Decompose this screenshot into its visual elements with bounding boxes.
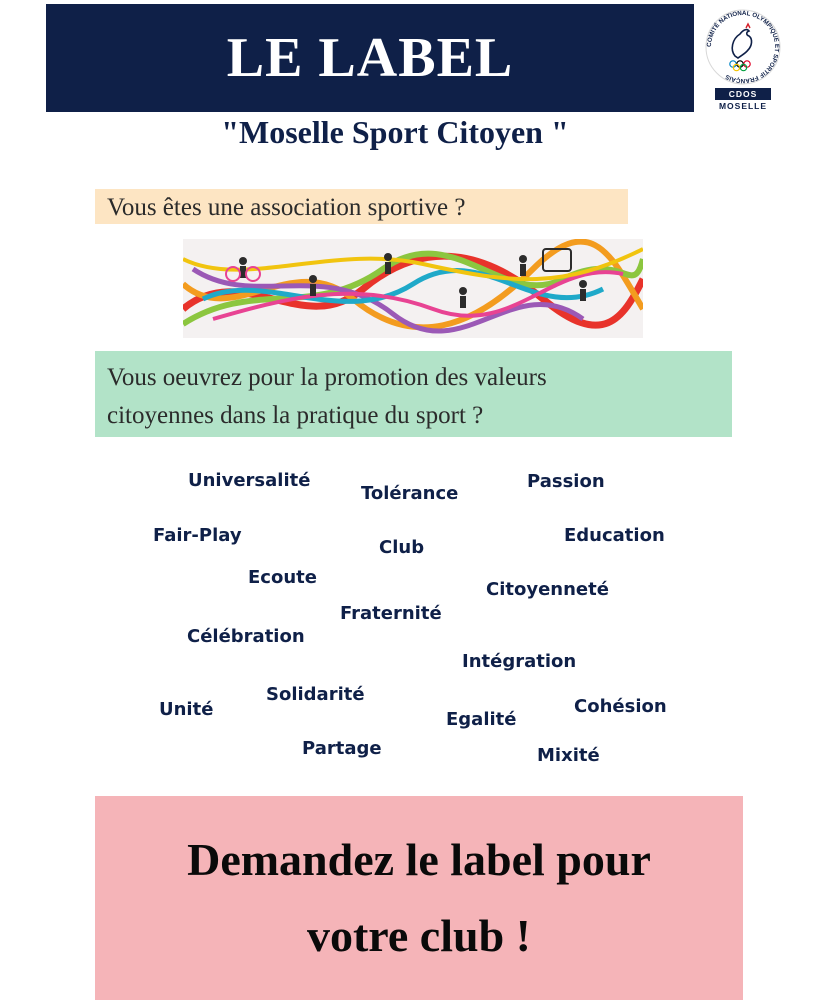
value-word: Egalité xyxy=(446,709,517,730)
logo-cdos-text: CDOS xyxy=(728,89,758,99)
question-citizen-values-line1: Vous oeuvrez pour la promotion des valeurs xyxy=(107,364,547,391)
value-word: Mixité xyxy=(537,745,600,766)
header-title: LE LABEL xyxy=(226,27,514,89)
olympic-rooster-emblem-icon xyxy=(702,6,784,88)
value-word: Ecoute xyxy=(248,567,317,588)
question-citizen-values-line2: citoyennes dans la pratique du sport ? xyxy=(107,402,484,429)
question-association: Vous êtes une association sportive ? xyxy=(95,189,628,224)
value-word: Tolérance xyxy=(361,483,459,504)
cdos-moselle-logo xyxy=(702,6,784,110)
value-word: Fraternité xyxy=(340,603,442,624)
value-word: Solidarité xyxy=(266,684,365,705)
value-word: Fair-Play xyxy=(153,525,242,546)
question-citizen-values xyxy=(95,351,732,437)
value-word: Club xyxy=(379,537,425,558)
value-word: Citoyenneté xyxy=(486,579,609,600)
subtitle: "Moselle Sport Citoyen " xyxy=(221,114,569,150)
logo-ring-text: COMITÉ NATIONAL OLYMPIQUE ET SPORTIF FRANÇAIS xyxy=(705,9,781,85)
value-word: Célébration xyxy=(187,626,305,647)
call-to-action-box xyxy=(95,796,743,1000)
sports-wave-illustration-icon xyxy=(183,239,643,338)
logo-region-text: MOSELLE xyxy=(718,101,768,111)
value-word: Cohésion xyxy=(574,696,667,717)
value-word: Education xyxy=(564,525,665,546)
value-word: Unité xyxy=(159,699,214,720)
cta-line1: Demandez le label pour xyxy=(187,834,651,885)
value-word: Partage xyxy=(302,738,382,759)
header-banner xyxy=(46,4,694,112)
value-word: Passion xyxy=(527,471,605,492)
sports-icons-banner xyxy=(183,239,643,338)
value-word: Intégration xyxy=(462,651,577,672)
cta-line2: votre club ! xyxy=(306,910,531,961)
value-word: Universalité xyxy=(188,470,311,491)
